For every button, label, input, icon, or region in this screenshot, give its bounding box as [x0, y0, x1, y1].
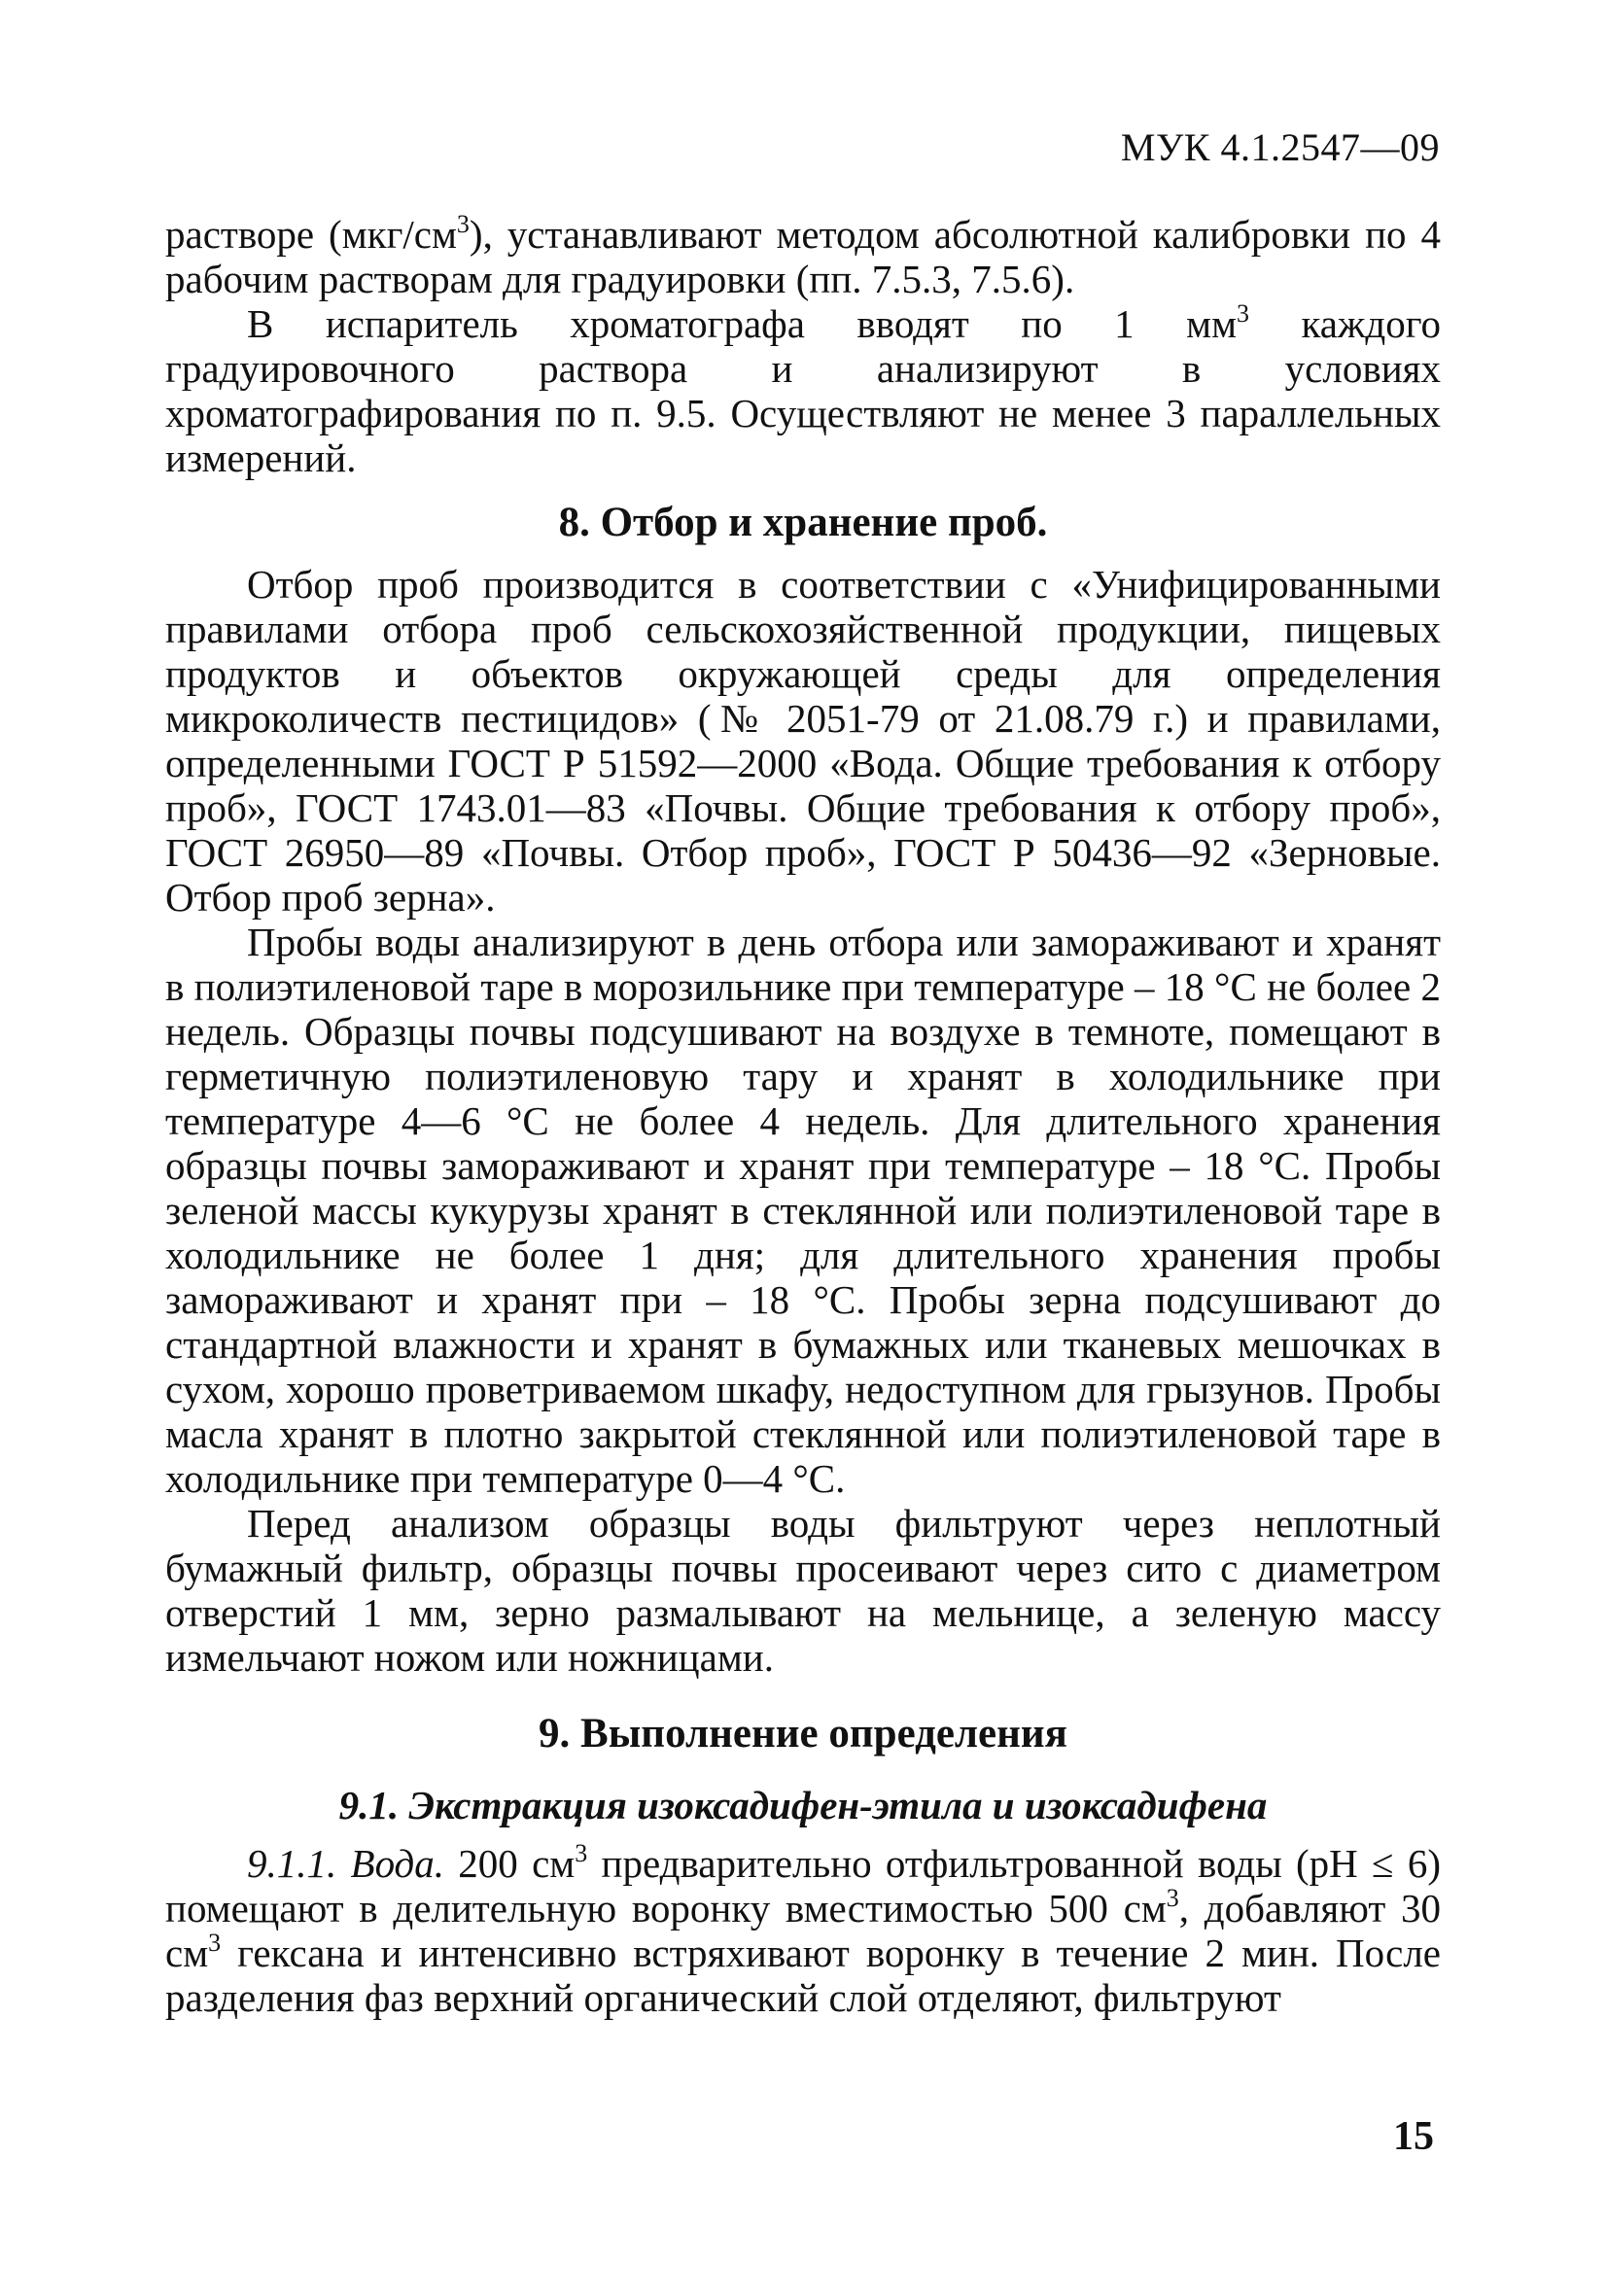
calibration-paragraph — [165, 212, 1441, 301]
text-run: гексана и интенсивно встряхивают воронку в течение 2 мин. После разделения фаз верхний органический слой отделяют, фильтруют — [165, 1931, 1441, 2020]
text-run: 200 см — [444, 1841, 576, 1886]
sampling-rules-paragraph: Отбор проб производится в соответствии с «Унифицированными правилами отбора проб сельскохозяйственной продукции, пищевых продуктов и объектов окружающей среды для определения микроколичеств пестицидов» (№ 2051-79 от 21.08.79 г.) и правилами, определенными ГОСТ Р 51592—2000 «Вода. Общие требования к отбору проб», ГОСТ 1743.01—83 «Почвы. Общие требования к отбору проб», ГОСТ 26950—89 «Почвы. Отбор проб», ГОСТ Р 50436—92 «Зерновые. Отбор проб зерна». — [165, 562, 1441, 920]
text-run: , добавляют 30 см — [165, 1886, 1441, 1975]
text-run: растворе (мкг/см — [165, 212, 457, 257]
page-number: 15 — [1393, 2114, 1434, 2159]
text-run: каждого градуировочного раствора и анализируют в условиях хроматографирования по п. 9.5. Осуществляют не менее 3 параллельных измерений. — [165, 301, 1441, 480]
preparation-paragraph: Перед анализом образцы воды фильтруют через неплотный бумажный фильтр, образцы почвы просеивают через сито с диаметром отверстий 1 мм, зерно размалывают на мельнице, а зеленую массу измельчают ножом или ножницами. — [165, 1501, 1441, 1680]
text-run: предварительно отфильтрованной воды (рН ≤ 6) помещают в делительную воронку вместимостью 500 см — [165, 1841, 1441, 1931]
superscript: 3 — [575, 1839, 588, 1867]
section-8-heading: 8. Отбор и хранение проб. — [558, 500, 1048, 545]
text-run: В испаритель хроматографа вводят по 1 мм — [247, 301, 1238, 346]
water-label: 9.1.1. Вода. — [247, 1841, 445, 1886]
storage-paragraph: Пробы воды анализируют в день отбора или замораживают и хранят в полиэтиленовой таре в морозильнике при температуре – 18 °С не более 2 недель. Образцы почвы подсушивают на воздухе в темноте, помещают в герметичную полиэтиленовую тару и хранят в холодильнике при температуре 4—6 °С не более 4 недель. Для длительного хранения образцы почвы замораживают и хранят при температуре – 18 °С. Пробы зеленой массы кукурузы хранят в стеклянной или полиэтиленовой таре в холодильнике не более 1 дня; для длительного хранения пробы замораживают и хранят при – 18 °С. Пробы зерна подсушивают до стандартной влажности и хранят в бумажных или тканевых мешочках в сухом, хорошо проветриваемом шкафу, недоступном для грызунов. Пробы масла хранят в плотно закрытой стеклянной или полиэтиленовой таре в холодильнике при температуре 0—4 °С. — [165, 920, 1441, 1501]
water-extraction-paragraph — [165, 1841, 1441, 2020]
text-run: ), устанавливают методом абсолютной калибровки по 4 рабочим растворам для градуировки (пп. 7.5.3, 7.5.6). — [165, 212, 1441, 301]
superscript: 3 — [1237, 299, 1250, 328]
superscript: 3 — [208, 1929, 222, 1957]
superscript: 3 — [1166, 1884, 1179, 1912]
page-content — [165, 212, 1441, 2020]
section-9-heading: 9. Выполнение определения — [539, 1711, 1067, 1757]
superscript: 3 — [456, 210, 470, 238]
document-code-header: МУК 4.1.2547—09 — [1120, 125, 1440, 169]
injection-paragraph — [165, 301, 1441, 480]
section-9-1-subheading: 9.1. Экстракция изоксадифен-этила и изоксадифена — [338, 1783, 1268, 1827]
